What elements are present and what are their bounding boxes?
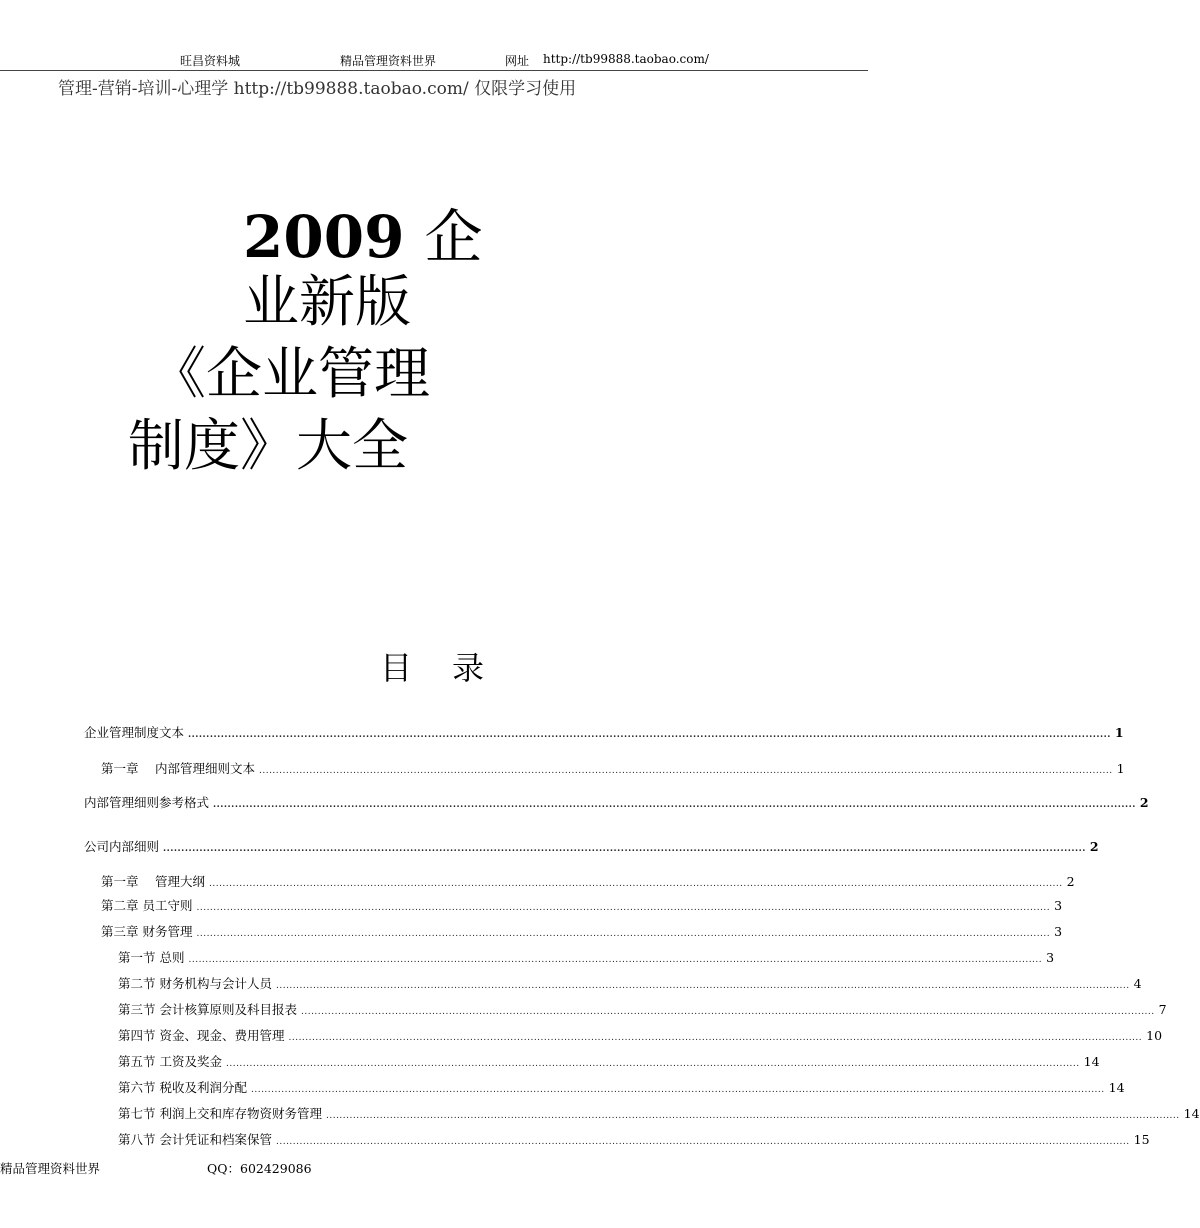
toc-entry[interactable]: 第六节 税收及利润分配 ..... 14 [118,1078,769,1096]
footer-qq: QQ：602429086 [207,1161,312,1176]
header-shop-name: 旺昌资料城 [180,54,241,68]
footer-left-text: 精品管理资料世界 [0,1161,101,1176]
doc-title-line-2: 业新版 [243,270,411,335]
toc-entry[interactable]: 第二节 财务机构与会计人员 ..... 4 [118,974,776,992]
doc-title-line-3: 《企业管理 [150,342,430,407]
toc-entry[interactable]: 内部管理细则参考格式 ..... 2 [84,793,728,811]
toc-entry[interactable]: 第二章 员工守则 ..... 3 [101,896,727,914]
toc-entry[interactable]: 第一章 内部管理细则文本 ..... 1 [101,759,738,777]
header-overlap-text: 管理-营销-培训-心理学 http://tb99888.taobao.com/ 仅限学习使用 [58,79,577,99]
toc-entry[interactable]: 第一节 总则 ..... 3 [118,948,722,966]
toc-heading: 目录 [380,649,525,687]
toc-entry[interactable]: 第五节 工资及奖金 ..... 14 [118,1052,722,1070]
toc-entry[interactable]: 第四节 资金、现金、费用管理 ..... 10 [118,1026,776,1044]
header-site-label: 网址 [505,54,530,68]
toc-entry[interactable]: 企业管理制度文本 ..... 1 [84,723,728,741]
toc-entry[interactable]: 第七节 利润上交和库存物资财务管理 ..... 14 [118,1104,783,1122]
header-world-name: 精品管理资料世界 [340,54,437,68]
toc-entry[interactable]: 第三章 财务管理 ..... 3 [101,922,727,940]
toc-entry[interactable]: 第八节 会计凭证和档案保管 ..... 15 [118,1130,776,1148]
toc-entry[interactable]: 第三节 会计核算原则及科目报表 ..... 7 [118,1000,776,1018]
doc-title-line-1: 2009 企 [243,203,483,271]
toc-entry[interactable]: 公司内部细则 ..... 2 [84,837,728,855]
toc-entry[interactable]: 第一章 管理大纲 ..... 2 [101,872,733,890]
header-site-url[interactable]: http://tb99888.taobao.com/ [543,52,709,66]
header-rule [0,70,868,71]
doc-title-line-4: 制度》大全 [128,414,408,479]
